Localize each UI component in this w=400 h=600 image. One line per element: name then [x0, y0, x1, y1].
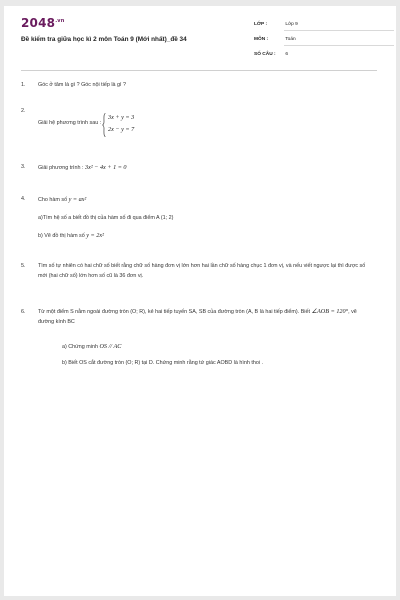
question-text: [38, 164, 127, 171]
site-logo[interactable]: $2048^{.vn}$: [21, 16, 65, 30]
header-divider: [21, 70, 377, 71]
question-6-text-post: , vẽ đường kính BC: [38, 309, 357, 325]
sub-question-a-body: [62, 343, 121, 350]
equation-system: [102, 113, 162, 137]
function-expression: y = ax²: [68, 196, 87, 203]
question-number: 2.: [21, 108, 26, 114]
sub-question-b-text: b) Biết OS cắt đường tròn (O; R) tại D. Chứng minh rằng tứ giác AOBD là hình thoi .: [62, 360, 264, 366]
question-6-text-pre: Từ một điểm S nằm ngoài đường tròn (O; R), kẻ hai tiếp tuyến SA, SB của đường tròn (A, B là hai tiếp điểm). Biết: [38, 309, 310, 315]
question-5-text: Tìm số tự nhiên có hai chữ số biết rằng chữ số hàng đơn vị lớn hơn hai lần chữ số hàng chục 1 đơn vị, và nếu viết ngược lại thì được số mới (hai chữ số) lớn hơn số cũ là 36 đơn vị.: [38, 263, 366, 279]
question-text-label: Cho hàm số: [38, 197, 68, 203]
question-number: 6.: [21, 309, 26, 315]
meta-class: [254, 22, 298, 27]
question-number: 3.: [21, 164, 26, 170]
function-expression: y = 2x²: [86, 232, 104, 239]
meta-class-label: LỚP :: [254, 22, 268, 27]
question-text: Góc ở tâm là gì ? Góc nội tiếp là gì ?: [38, 82, 127, 88]
meta-question-count-value: 6: [285, 52, 289, 57]
brace-icon: [102, 113, 106, 137]
angle-expression: ∠AOB = 120°: [311, 308, 349, 315]
question-number: 5.: [21, 263, 26, 269]
divider: [284, 30, 394, 31]
meta-subject-value: Toán: [285, 37, 296, 42]
question-text-label: Giải phương trình :: [38, 165, 84, 171]
meta-subject-label: MÔN :: [254, 37, 269, 42]
equation-line-2: 2x − y = 7: [108, 126, 135, 133]
parallel-expression: OS // AC: [99, 343, 122, 350]
sub-question-a-label: a) Chứng minh: [62, 344, 98, 350]
question-number: 1.: [21, 82, 26, 88]
meta-subject: [254, 37, 296, 42]
document-title: Đề kiểm tra giữa học kì 2 môn Toán 9 (Mới nhất)_đề 34: [21, 36, 187, 43]
question-text: Giải hệ phương trình sau :: [38, 120, 102, 126]
sub-question-a: a)Tìm hệ số a biết đồ thị của hàm số đi qua điểm A (1; 2): [38, 215, 174, 221]
question-6-text: [38, 307, 368, 327]
divider: [284, 45, 394, 46]
meta-class-value: Lớp 9: [285, 22, 298, 27]
sub-question-b: [38, 232, 104, 239]
meta-question-count-label: SỐ CÂU :: [254, 52, 276, 57]
sub-question-b-label: b) Vẽ đồ thị hàm số: [38, 233, 85, 239]
question-number: 4.: [21, 196, 26, 202]
equation: 3x² − 4x + 1 = 0: [85, 164, 127, 171]
meta-question-count: [254, 52, 288, 57]
equation-line-1: 3x + y = 3: [108, 114, 135, 121]
question-text: [38, 196, 86, 203]
document-page: [4, 6, 396, 596]
